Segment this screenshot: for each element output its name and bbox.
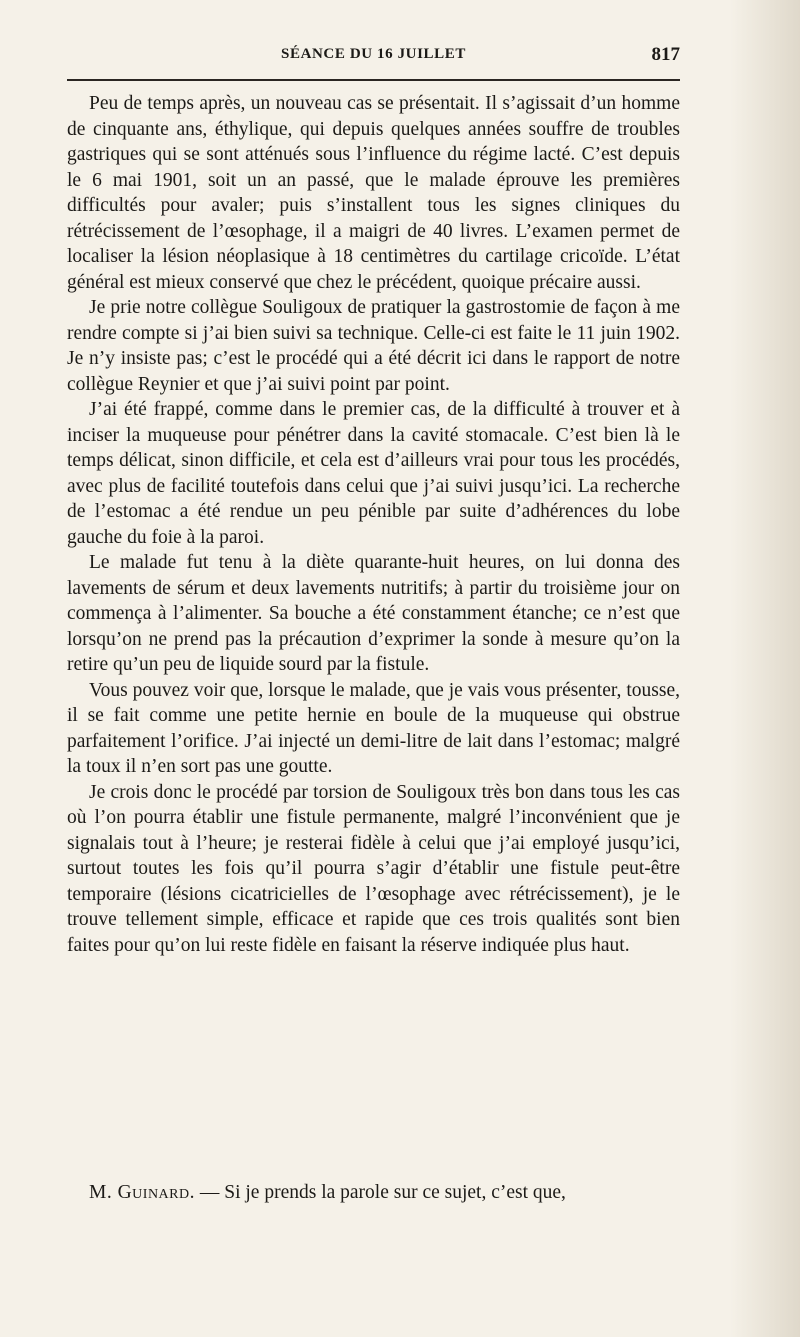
header-rule	[67, 79, 680, 81]
next-speaker-line	[67, 1180, 680, 1206]
page-number: 817	[651, 44, 680, 65]
page-header	[67, 44, 680, 70]
paragraph: J’ai été frappé, comme dans le premier cas, de la difficulté à trouver et à inciser la muqueuse pour pénétrer dans la cavité stomacale. C’est bien là le temps délicat, sinon difficile, et cela est d’ailleurs vrai pour tous les procédés, avec plus de facilité toutefois dans celui que j’ai suivi jusqu’ici. La recherche de l’estomac a été rendue un peu pénible par suite d’adhérences du lobe gauche du foie à la paroi.	[67, 399, 680, 548]
page-edge-shading	[730, 0, 800, 1337]
paragraph: Peu de temps après, un nouveau cas se présentait. Il s’agissait d’un homme de cinquante ans, éthylique, qui depuis quelques années souffre de troubles gastriques qui se sont atténués sous l’influence du régime lacté. C’est depuis le 6 mai 1901, soit un an passé, que le malade éprouve les premières difficultés pour avaler; puis s’installent tous les signes cliniques du rétrécissement de l’œsophage, il a maigri de 40 livres. L’examen permet de localiser la lésion néoplasique à 18 centimètres du cartilage cricoïde. L’état général est mieux conservé que chez le précédent, quoique précaire aussi.	[67, 93, 680, 293]
paragraph: Je crois donc le procédé par torsion de Souligoux très bon dans tous les cas où l’on pourra établir une fistule permanente, malgré l’inconvénient que je signalais tout à l’heure; je resterai fidèle à celui que j’ai employé jusqu’ici, surtout toutes les fois qu’il pourra s’agir d’établir une fistule peut-être temporaire (lésions cicatricielles de l’œsophage avec rétrécissement), je le trouve tellement simple, efficace et rapide que ces trois qualités sont bien faites pour qu’on lui reste fidèle en faisant la réserve indiquée plus haut.	[67, 781, 680, 956]
paragraph: Vous pouvez voir que, lorsque le malade, que je vais vous présenter, tousse, il se fait comme une petite hernie en boule de la muqueuse qui obstrue parfaitement l’orifice. J’ai injecté un demi-litre de lait dans l’estomac; malgré la toux il n’en sort pas une goutte.	[67, 679, 680, 777]
body-text	[67, 91, 680, 958]
paragraph: Je prie notre collègue Souligoux de pratiquer la gastrostomie de façon à me rendre compte si j’ai bien suivi sa technique. Celle-ci est faite le 11 juin 1902. Je n’y insiste pas; c’est le procédé qui a été décrit ici dans le rapport de notre collègue Reynier et que j’ai suivi point par point.	[67, 297, 680, 395]
running-head: SÉANCE DU 16 JUILLET	[281, 46, 466, 62]
paragraph: Le malade fut tenu à la diète quarante-huit heures, on lui donna des lavements de sérum et deux lavements nutritifs; à partir du troisième jour on commença à l’alimenter. Sa bouche a été constamment étanche; ce n’est que lorsqu’on ne prend pas la précaution d’exprimer la sonde à mesure qu’on la retire qu’un peu de liquide sourd par la fistule.	[67, 552, 680, 675]
speaker-text: — Si je prends la parole sur ce sujet, c’est que,	[199, 1182, 566, 1203]
speaker-name: M. Guinard.	[89, 1182, 195, 1203]
